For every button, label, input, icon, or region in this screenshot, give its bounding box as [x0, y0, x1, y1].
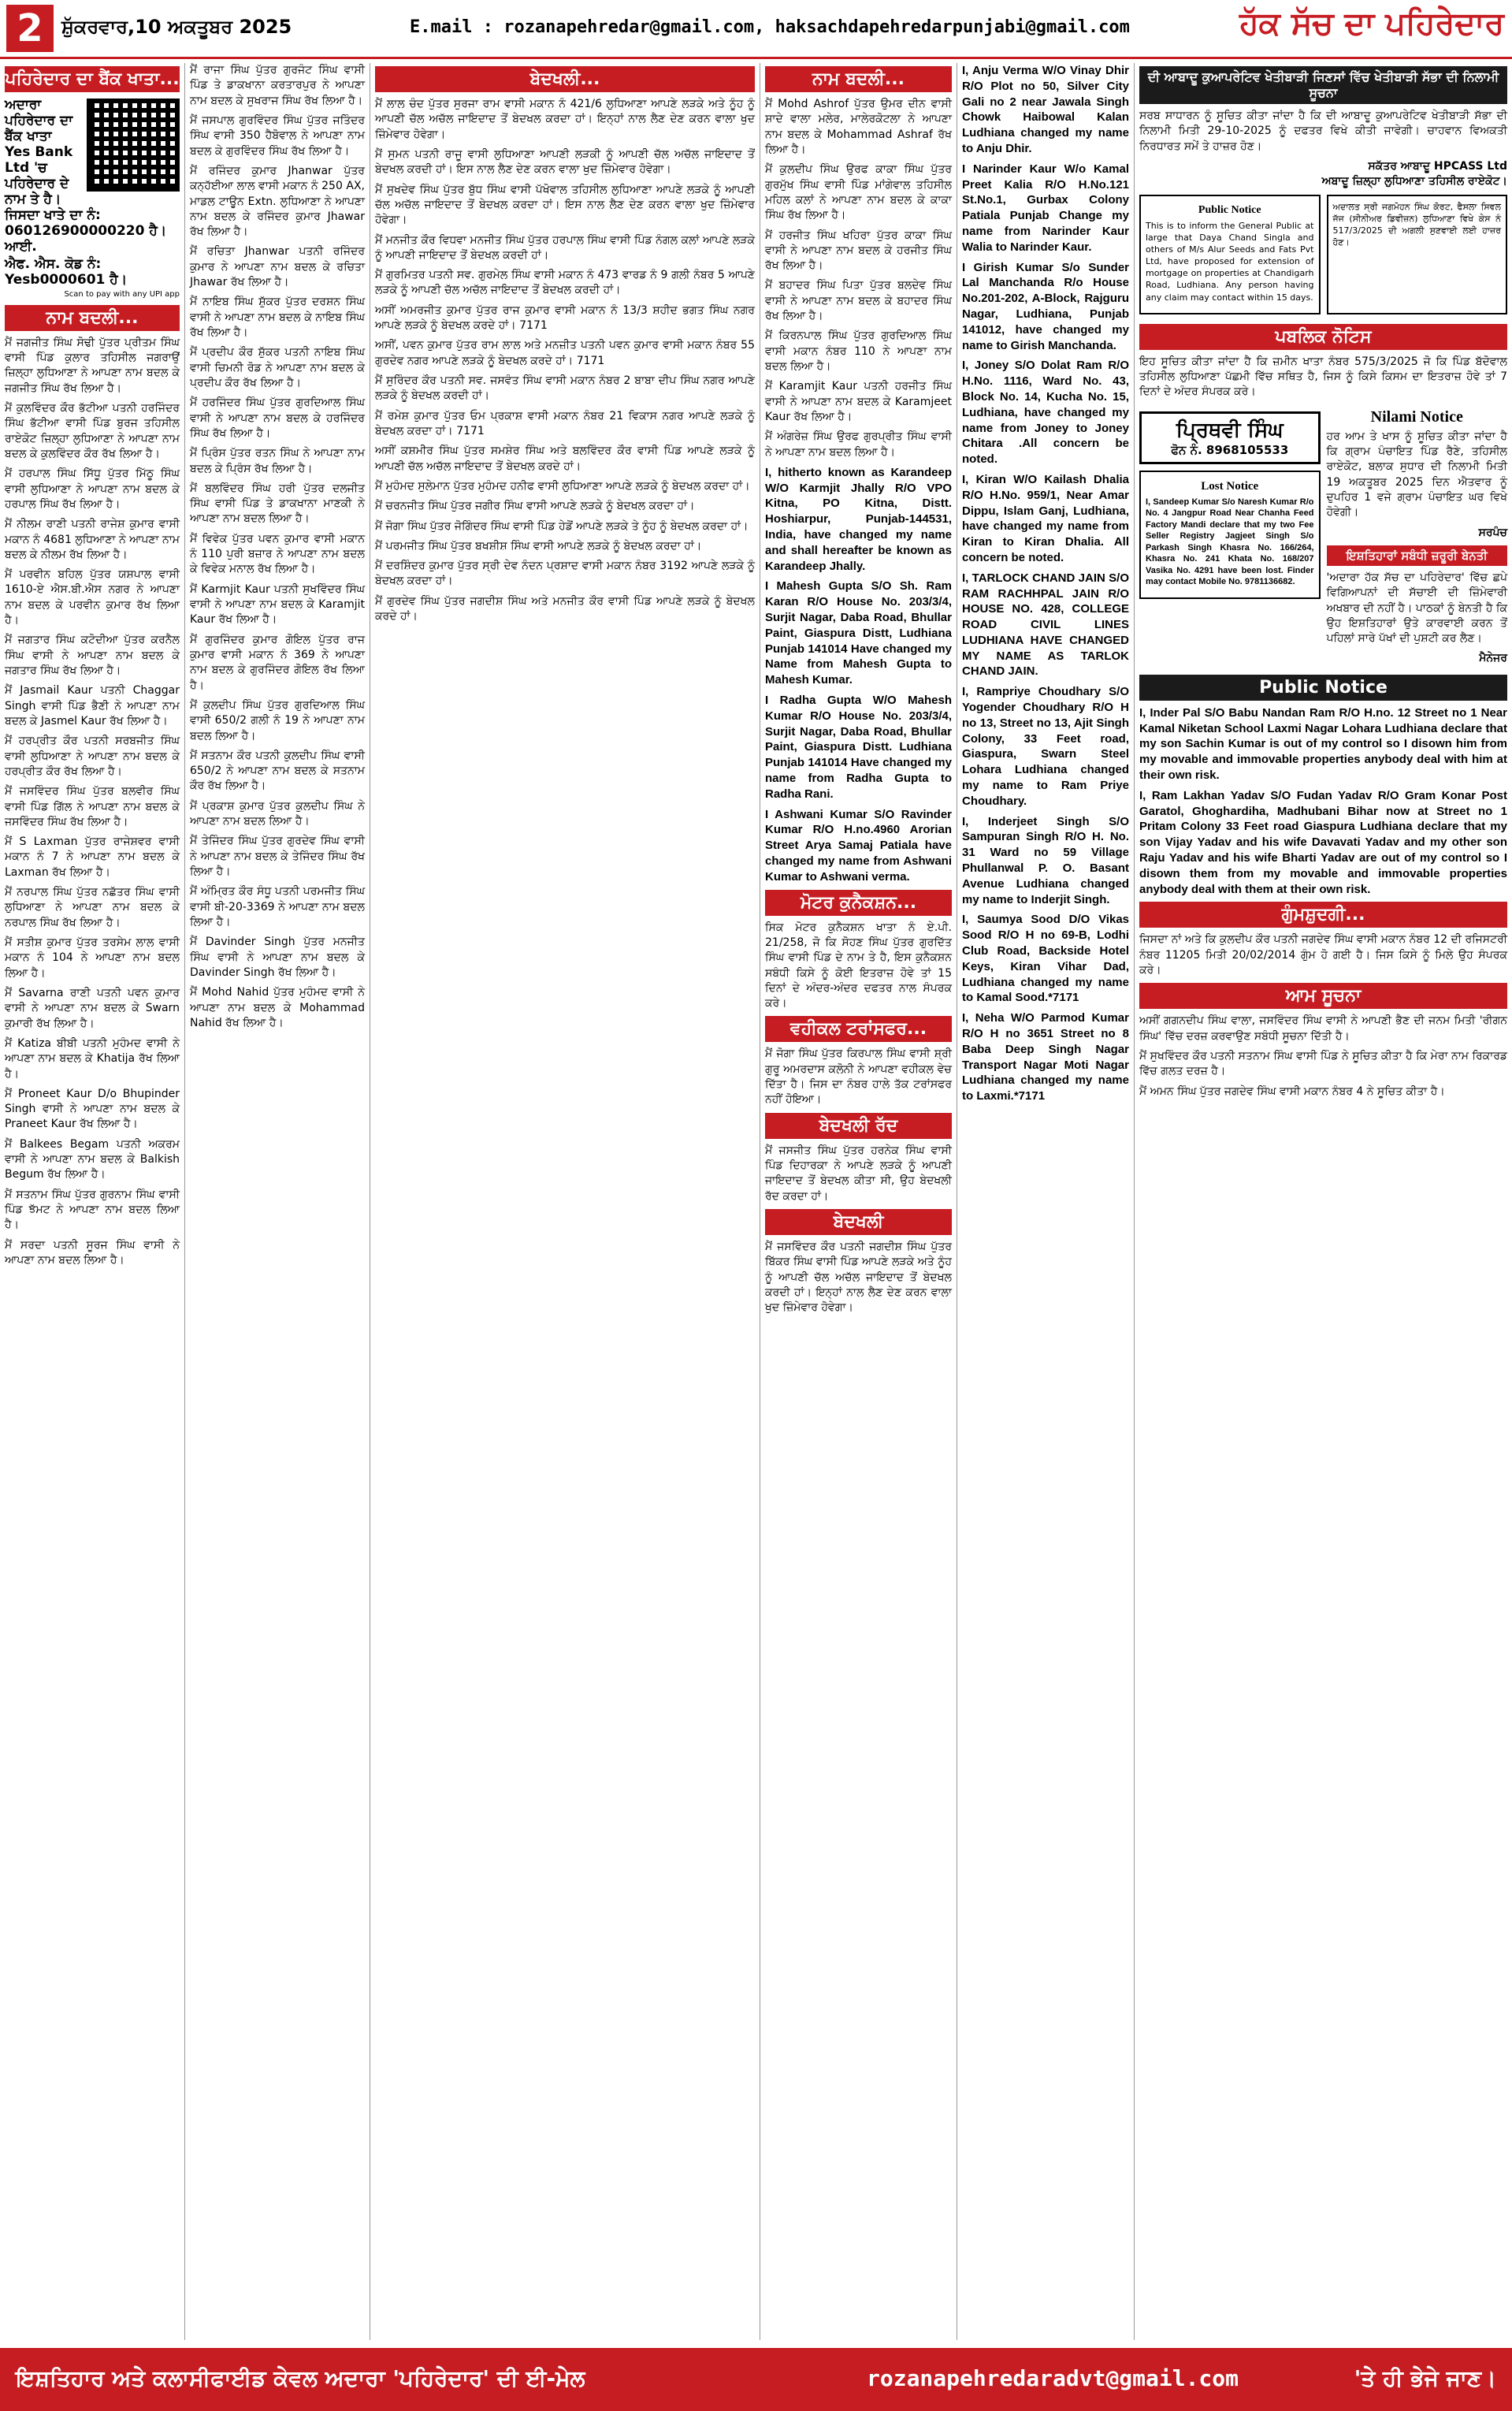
- notice-item: ਮੈਂ ਦਰਸ਼ਿੰਦਰ ਕੁਮਾਰ ਪੁੱਤਰ ਸ੍ਰੀ ਦੇਵ ਨੰਦਨ ਪ੍ਰਸ਼ਾਦ ਵਾਸੀ ਮਕਾਨ ਨੰਬਰ 3192 ਆਪਣੇ ਲੜਕੇ ਨੂੰ ਬੇਦਖਲ ਕਰਦਾ ਹਾਂ।: [375, 560, 755, 588]
- notice-item: ਮੈਂ Mohd Nahid ਪੁੱਤਰ ਮੁਹੰਮਦ ਵਾਸੀ ਨੇ ਆਪਣਾ ਨਾਮ ਬਦਲ ਕੇ Mohammad Nahid ਰੱਖ ਲਿਆ ਹੈ।: [190, 986, 365, 1029]
- notice-item: ਮੈਂ Mohd Ashrof ਪੁੱਤਰ ਉਮਰ ਦੀਨ ਵਾਸੀ ਸ਼ਾਦੇ ਵਾਲਾ ਮਲੇਰ, ਮਾਲੇਰਕੋਟਲਾ ਨੇ ਆਪਣਾ ਨਾਮ ਬਦਲ ਕੇ Mohammad Ashraf ਰੱਖ ਲਿਆ ਹੈ।: [765, 98, 952, 156]
- notice-item: ਮੈਂ Karamjit Kaur ਪਤਨੀ ਹਰਜੀਤ ਸਿੰਘ ਵਾਸੀ ਨੇ ਆਪਣਾ ਨਾਮ ਬਦਲ ਕੇ Karamjeet Kaur ਰੱਖ ਲਿਆ ਹੈ।: [765, 380, 952, 423]
- general-notice-title: ਆਮ ਸੂਚਨਾ: [1139, 983, 1507, 1009]
- notice-item: ਮੈਂ Karmjit Kaur ਪਤਨੀ ਸੁਖਵਿੰਦਰ ਸਿੰਘ ਵਾਸੀ ਨੇ ਆਪਣਾ ਨਾਮ ਬਦਲ ਕੇ Karamjit Kaur ਰੱਖ ਲਿਆ ਹੈ।: [190, 582, 365, 627]
- notice-item: ਮੈਂ ਅੰਮ੍ਰਿਤ ਕੌਰ ਸੰਧੂ ਪਤਨੀ ਪਰਮਜੀਤ ਸਿੰਘ ਵਾਸੀ ਬੀ-20-3369 ਨੇ ਆਪਣਾ ਨਾਮ ਬਦਲ ਲਿਆ ਹੈ।: [190, 885, 365, 928]
- notice-item: ਮੈਂ ਮੁਹੰਮਦ ਸੁਲੇਮਾਨ ਪੁੱਤਰ ਮੁਹੰਮਦ ਹਨੀਫ ਵਾਸੀ ਲੁਧਿਆਣਾ ਆਪਣੇ ਲੜਕੇ ਨੂੰ ਬੇਦਖਲ ਕਰਦਾ ਹਾਂ।: [375, 479, 750, 493]
- general-notice-list: [1139, 1014, 1507, 1099]
- public-notice-title: ਪਬਲਿਕ ਨੋਟਿਸ: [1139, 324, 1507, 350]
- auction-title: ਦੀ ਆਬਾਦੂ ਕੁਆਪਰੇਟਿਵ ਖੇਤੀਬਾੜੀ ਜਿਣਸਾਂ ਵਿੱਚ ਖੇਤੀਬਾੜੀ ਸੱਭਾ ਦੀ ਨਿਲਾਮੀ ਸੂਚਨਾ: [1139, 66, 1507, 104]
- notice-item: ਮੈਂ ਸੁਰਿੰਦਰ ਕੌਰ ਪਤਨੀ ਸਵ. ਜਸਵੰਤ ਸਿੰਘ ਵਾਸੀ ਮਕਾਨ ਨੰਬਰ 2 ਬਾਬਾ ਦੀਪ ਸਿੰਘ ਨਗਰ ਆਪਣੇ ਲੜਕੇ ਨੂੰ ਬੇਦਖਲ ਕਰਦੀ ਹਾਂ।: [375, 374, 755, 403]
- notice-item: ਅਸੀਂ ਕਸ਼ਮੀਰ ਸਿੰਘ ਪੁੱਤਰ ਸਮਸ਼ੇਰ ਸਿੰਘ ਅਤੇ ਬਲਵਿੰਦਰ ਕੌਰ ਵਾਸੀ ਪਿੰਡ ਆਪਣੇ ਲੜਕੇ ਨੂੰ ਆਪਣੀ ਚੱਲ ਅਚੱਲ ਜਾਇਦਾਦ ਤੋਂ ਬੇਦਖਲ ਕਰਦੇ ਹਾਂ।: [375, 445, 755, 473]
- notice-item: ਮੈਂ ਨੀਲਮ ਰਾਣੀ ਪਤਨੀ ਰਾਜੇਸ਼ ਕੁਮਾਰ ਵਾਸੀ ਮਕਾਨ ਨੰ 4681 ਲੁਧਿਆਣਾ ਨੇ ਆਪਣਾ ਨਾਮ ਬਦਲ ਕੇ ਨੀਲਮ ਰੱਖ ਲਿਆ ਹੈ।: [5, 518, 180, 561]
- section-title: ਬੇਦਖਲੀ...: [375, 66, 755, 92]
- notice-item: ਮੈਂ ਸੁਮਨ ਪਤਨੀ ਰਾਜੂ ਵਾਸੀ ਲੁਧਿਆਣਾ ਆਪਣੀ ਲੜਕੀ ਨੂੰ ਆਪਣੀ ਚੱਲ ਅਚੱਲ ਜਾਇਦਾਦ ਤੋਂ ਬੇਦਖਲ ਕਰਦੀ ਹਾਂ। ਇਸ ਨਾਲ ਲੈਣ ਦੇਣ ਕਰਨ ਵਾਲਾ ਖੁਦ ਜ਼ਿੰਮੇਵਾਰ ਹੋਵੇਗਾ।: [375, 147, 755, 177]
- column-3: [370, 63, 760, 2340]
- notice-list: [5, 336, 180, 1269]
- notice-item: I, Anju Verma W/O Vinay Dhir R/O Plot no 50, Silver City Gali no 2 near Jawala Singh Chowk Haibowal Kalan Ludhiana changed my name to Anju Dhir.: [962, 64, 1129, 155]
- issue-date: ਸ਼ੁੱਕਰਵਾਰ,10 ਅਕਤੂਬਰ 2025: [61, 16, 292, 38]
- footer-text-end: 'ਤੇ ਹੀ ਭੇਜੇ ਜਾਣ।: [1354, 2365, 1496, 2391]
- footer-email: rozanapehredaradvt@gmail.com: [867, 2365, 1239, 2391]
- notice-item: ਮੈਂ ਲਾਲ ਚੰਦ ਪੁੱਤਰ ਸੁਰਜਾ ਰਾਮ ਵਾਸੀ ਮਕਾਨ ਨੰ 421/6 ਲੁਧਿਆਣਾ ਆਪਣੇ ਲੜਕੇ ਅਤੇ ਨੂੰਹ ਨੂੰ ਆਪਣੀ ਚੱਲ ਅਚੱਲ ਜਾਇਦਾਦ ਤੋਂ ਬੇਦਖਲ ਕਰਦਾ ਹਾਂ। ਇਨ੍ਹਾਂ ਨਾਲ ਲੈਣ ਦੇਣ ਕਰਨ ਵਾਲਾ ਖੁਦ ਜ਼ਿੰਮੇਵਾਰ ਹੋਵੇਗਾ।: [375, 98, 755, 141]
- nilami-sign: ਸਰਪੰਚ: [1478, 526, 1507, 539]
- ads-request-text: 'ਅਦਾਰਾ ਹੱਕ ਸੱਚ ਦਾ ਪਹਿਰੇਦਾਰ' ਵਿੱਚ ਛਪੇ ਵਿਗਿਆਪਨਾਂ ਦੀ ਸੱਚਾਈ ਦੀ ਜ਼ਿੰਮੇਵਾਰੀ ਅਖਬਾਰ ਦੀ ਨਹੀਂ ਹੈ। ਪਾਠਕਾਂ ਨੂੰ ਬੇਨਤੀ ਹੈ ਕਿ ਉਹ ਇਸ਼ਤਿਹਾਰਾਂ ਉਤੇ ਕਾਰਵਾਈ ਕਰਨ ਤੋਂ ਪਹਿਲਾਂ ਸਾਰੇ ਪੱਖਾਂ ਦੀ ਪੁਸ਼ਟੀ ਕਰ ਲੈਣ।: [1326, 571, 1507, 646]
- lost-notice-body: I, Sandeep Kumar S/o Naresh Kumar R/o No. 4 Jangpur Road Near Chanha Feed Factory Mandi declare that my two Fee Seller Registry Jagjeet Singh S/o Parkash Singh Khasra No. 166/264, Khasra No. 241 Khata No. 168/207 Vasika No. 4291 have been lost. Finder may contact Mobile No. 9781136682.: [1146, 497, 1314, 587]
- notice-item: ਮੈਂ ਹਰਪ੍ਰੀਤ ਕੌਰ ਪਤਨੀ ਸਰਬਜੀਤ ਸਿੰਘ ਵਾਸੀ ਲੁਧਿਆਣਾ ਨੇ ਆਪਣਾ ਨਾਮ ਬਦਲ ਕੇ ਹਰਪ੍ਰੀਤ ਕੌਰ ਰੱਖ ਲਿਆ ਹੈ।: [5, 735, 180, 778]
- notice-list: [375, 97, 755, 624]
- column-2: [185, 63, 370, 2340]
- english-public-notice-list: [1139, 705, 1507, 898]
- qr-caption: Scan to pay with any UPI app: [64, 290, 180, 299]
- header-email: E.mail : rozanapehredar@gmail.com, haksachdapehredarpunjabi@gmail.com: [410, 17, 1130, 37]
- lost-text: ਜਿਸਦਾ ਨਾਂ ਅਤੇ ਕਿ ਕੁਲਦੀਪ ਕੌਰ ਪਤਨੀ ਜਗਦੇਵ ਸਿੰਘ ਵਾਸੀ ਮਕਾਨ ਨੰਬਰ 12 ਦੀ ਰਜਿਸਟਰੀ ਨੰਬਰ 11205 ਮਿਤੀ 20/02/2014 ਗੁੰਮ ਹੋ ਗਈ ਹੈ। ਜਿਸ ਕਿਸੇ ਨੂੰ ਮਿਲੇ ਉਹ ਸੰਪਰਕ ਕਰੇ।: [1139, 933, 1507, 977]
- cancel-title: ਬੇਦਖਲੀ ਰੱਦ: [765, 1113, 952, 1139]
- notice-item: ਮੈਂ ਅਮਨ ਸਿੰਘ ਪੁੱਤਰ ਜਗਦੇਵ ਸਿੰਘ ਵਾਸੀ ਮਕਾਨ ਨੰਬਰ 4 ਨੇ ਸੂਚਿਤ ਕੀਤਾ ਹੈ।: [1139, 1085, 1445, 1098]
- notice-item: I, Inderjeet Singh S/O Sampuran Singh R/O H. No. 31 Ward no 59 Village Phullanwal P. O. Basant Avenue Ludhiana changed my name to Inderjit Singh.: [962, 814, 1129, 906]
- notice-item: ਮੈਂ ਜਸਪਾਲ ਗੁਰਵਿੰਦਰ ਸਿੰਘ ਪੁੱਤਰ ਜਤਿੰਦਰ ਸਿੰਘ ਵਾਸੀ 350 ਹੈਬੋਵਾਲ ਨੇ ਆਪਣਾ ਨਾਮ ਬਦਲ ਕੇ ਗੁਰਵਿੰਦਰ ਸਿੰਘ ਰੱਖ ਲਿਆ ਹੈ।: [190, 113, 365, 158]
- ads-request-sign: ਮੈਨੇਜਰ: [1479, 652, 1507, 665]
- notice-item: ਮੈਂ ਗੁਰਜਿੰਦਰ ਕੁਮਾਰ ਗੋਇਲ ਪੁੱਤਰ ਰਾਜ ਕੁਮਾਰ ਵਾਸੀ ਮਕਾਨ ਨੰ 369 ਨੇ ਆਪਣਾ ਨਾਮ ਬਦਲ ਕੇ ਗੁਰਜਿੰਦਰ ਗੋਇਲ ਰੱਖ ਲਿਆ ਹੈ।: [190, 633, 365, 692]
- notice-body: This is to inform the General Public at large that Daya Chand Singla and others of M/s Alur Seeds and Fats Pvt Ltd, have proposed for extension of mortgage on properties at Chandigarh Road, Ludhiana. Any person having any claim may contact within 15 days.: [1146, 220, 1314, 303]
- masthead-logo: ਹੱਕ ਸੱਚ ਦਾ ਪਹਿਰੇਦਾਰ: [1239, 5, 1504, 42]
- notice-item: ਮੈਂ ਨਰਪਾਲ ਸਿੰਘ ਪੁੱਤਰ ਨਛੱਤਰ ਸਿੰਘ ਵਾਸੀ ਲੁਧਿਆਣਾ ਨੇ ਆਪਣਾ ਨਾਮ ਬਦਲ ਕੇ ਨਰਪਾਲ ਸਿੰਘ ਰੱਖ ਲਿਆ ਹੈ।: [5, 886, 180, 929]
- bedakhli-text: ਮੈਂ ਜਸਵਿੰਦਰ ਕੌਰ ਪਤਨੀ ਜਗਦੀਸ਼ ਸਿੰਘ ਪੁੱਤਰ ਬਿੱਕਰ ਸਿੰਘ ਵਾਸੀ ਪਿੰਡ ਆਪਣੇ ਲੜਕੇ ਅਤੇ ਨੂੰਹ ਨੂੰ ਆਪਣੀ ਚੱਲ ਅਚੱਲ ਜਾਇਦਾਦ ਤੋਂ ਬੇਦਖਲ ਕਰਦੀ ਹਾਂ। ਇਨ੍ਹਾਂ ਨਾਲ ਲੈਣ ਦੇਣ ਕਰਨ ਵਾਲਾ ਖੁਦ ਜ਼ਿੰਮੇਵਾਰ ਹੋਵੇਗਾ।: [765, 1240, 952, 1315]
- notice-item: ਮੈਂ ਚਰਨਜੀਤ ਸਿੰਘ ਪੁੱਤਰ ਜਗੀਰ ਸਿੰਘ ਵਾਸੀ ਆਪਣੇ ਲੜਕੇ ਨੂੰ ਬੇਦਖਲ ਕਰਦਾ ਹਾਂ।: [375, 500, 695, 513]
- motor-connection-title: ਮੋਟਰ ਕੁਨੈਕਸ਼ਨ...: [765, 890, 952, 916]
- notice-item: I Narinder Kaur W/o Kamal Preet Kalia R/O H.No.121 St.No.1, Gurbax Colony Patiala Punjab Change my name from Narinder Kaur Walia to Narinder Kaur.: [962, 162, 1129, 254]
- notice-item: ਮੈਂ ਤੇਜਿੰਦਰ ਸਿੰਘ ਪੁੱਤਰ ਗੁਰਦੇਵ ਸਿੰਘ ਵਾਸੀ ਨੇ ਆਪਣਾ ਨਾਮ ਬਦਲ ਕੇ ਤੇਜਿੰਦਰ ਸਿੰਘ ਰੱਖ ਲਿਆ ਹੈ।: [190, 835, 365, 878]
- notice-item: ਮੈਂ ਰਮੇਸ਼ ਕੁਮਾਰ ਪੁੱਤਰ ਓਮ ਪ੍ਰਕਾਸ਼ ਵਾਸੀ ਮਕਾਨ ਨੰਬਰ 21 ਵਿਕਾਸ ਨਗਰ ਆਪਣੇ ਲੜਕੇ ਨੂੰ ਬੇਦਖਲ ਕਰਦਾ ਹਾਂ। 7171: [375, 409, 755, 437]
- notice-item: ਅਸੀਂ, ਪਵਨ ਕੁਮਾਰ ਪੁੱਤਰ ਰਾਮ ਲਾਲ ਅਤੇ ਮਨਜ਼ੀਤ ਪਤਨੀ ਪਵਨ ਕੁਮਾਰ ਵਾਸੀ ਮਕਾਨ ਨੰਬਰ 55 ਗੁਰਦੇਵ ਨਗਰ ਆਪਣੇ ਲੜਕੇ ਨੂੰ ਬੇਦਖਲ ਕਰਦੇ ਹਾਂ। 7171: [375, 339, 755, 367]
- english-notice-list: [765, 465, 952, 885]
- page-header: [0, 0, 1512, 59]
- notice-item: ਮੈਂ ਬਹਾਦਰ ਸਿੰਘ ਪਿਤਾ ਪੁੱਤਰ ਬਲਦੇਵ ਸਿੰਘ ਵਾਸੀ ਨੇ ਆਪਣਾ ਨਾਮ ਬਦਲ ਕੇ ਬਹਾਦਰ ਸਿੰਘ ਰੱਖ ਲਿਆ ਹੈ।: [765, 279, 952, 323]
- notice-item: ਮੈਂ ਜਗਜੀਤ ਸਿੰਘ ਸੋਢੀ ਪੁੱਤਰ ਪ੍ਰੀਤਮ ਸਿੰਘ ਵਾਸੀ ਪਿੰਡ ਕੁਲਾਰ ਤਹਿਸੀਲ ਜਗਰਾਉਂ ਜ਼ਿਲ੍ਹਾ ਲੁਧਿਆਣਾ ਨੇ ਆਪਣਾ ਨਾਮ ਬਦਲ ਕੇ ਜਗਜੀਤ ਸਿੰਘ ਰੱਖ ਲਿਆ ਹੈ।: [5, 336, 180, 395]
- column-4: [760, 63, 957, 2340]
- notice-item: ਮੈਂ ਰਾਜਾ ਸਿੰਘ ਪੁੱਤਰ ਗੁਰਜੰਟ ਸਿੰਘ ਵਾਸੀ ਪਿੰਡ ਤੇ ਡਾਕਖਾਨਾ ਕਰਤਾਰਪੁਰ ਨੇ ਆਪਣਾ ਨਾਮ ਬਦਲ ਕੇ ਸੁਖਰਾਜ ਸਿੰਘ ਰੱਖ ਲਿਆ ਹੈ।: [190, 64, 365, 107]
- notice-item: ਮੈਂ ਜਗਤਾਰ ਸਿੰਘ ਕਟੋਦੀਆ ਪੁੱਤਰ ਕਰਨੈਲ ਸਿੰਘ ਵਾਸੀ ਨੇ ਆਪਣਾ ਨਾਮ ਬਦਲ ਕੇ ਜਗਤਾਰ ਸਿੰਘ ਰੱਖ ਲਿਆ ਹੈ।: [5, 634, 180, 678]
- section-title: ਨਾਮ ਬਦਲੀ...: [765, 66, 952, 92]
- bedakhli-title: ਬੇਦਖਲੀ: [765, 1209, 952, 1235]
- notice-item: I, Saumya Sood D/O Vikas Sood R/O H no 69-B, Lodhi Club Road, Backside Hotel Keys, Kiran Vihar Dad, Ludhiana changed my name to Kamal Sood.*7171: [962, 913, 1129, 1005]
- notice-item: ਮੈਂ Savarna ਰਾਣੀ ਪਤਨੀ ਪਵਨ ਕੁਮਾਰ ਵਾਸੀ ਨੇ ਆਪਣਾ ਨਾਮ ਬਦਲ ਕੇ Swarn ਕੁਮਾਰੀ ਰੱਖ ਲਿਆ ਹੈ।: [5, 986, 180, 1030]
- notice-heading: Public Notice: [1198, 203, 1261, 216]
- notice-item: ਮੈਂ ਨਾਇਬ ਸਿੰਘ ਸ਼ੁੱਕਰ ਪੁੱਤਰ ਦਰਸ਼ਨ ਸਿੰਘ ਵਾਸੀ ਨੇ ਆਪਣਾ ਨਾਮ ਬਦਲ ਕੇ ਨਾਇਬ ਸਿੰਘ ਰੱਖ ਲਿਆ ਹੈ।: [190, 296, 365, 339]
- notice-item: ਮੈਂ ਰਚਿਤਾ Jhanwar ਪਤਨੀ ਰਜਿੰਦਰ ਕੁਮਾਰ ਨੇ ਆਪਣਾ ਨਾਮ ਬਦਲ ਕੇ ਰਚਿਤਾ Jhawar ਰੱਖ ਲਿਆ ਹੈ।: [190, 245, 365, 289]
- english-notice-list: [962, 63, 1129, 1104]
- notice-item: I, Inder Pal S/O Babu Nandan Ram R/O H.no. 12 Street no 1 Near Kamal Niketan School Laxmi Nagar Lohara Ludhiana declare that my son Sachin Kumar is out of my control so I disown him from my movable and immovable properties anybody deal with him at their own risk.: [1139, 705, 1507, 782]
- notice-item: ਮੈਂ Jasmail Kaur ਪਤਨੀ Chaggar Singh ਵਾਸੀ ਪਿੰਡ ਭੈਣੀ ਨੇ ਆਪਣਾ ਨਾਮ ਬਦਲ ਕੇ Jasmel Kaur ਰੱਖ ਲਿਆ ਹੈ।: [5, 684, 180, 727]
- notice-item: ਮੈਂ ਹਰਜੀਤ ਸਿੰਘ ਖਹਿਰਾ ਪੁੱਤਰ ਕਾਕਾ ਸਿੰਘ ਵਾਸੀ ਨੇ ਆਪਣਾ ਨਾਮ ਬਦਲ ਕੇ ਹਰਜੀਤ ਸਿੰਘ ਰੱਖ ਲਿਆ ਹੈ।: [765, 229, 952, 273]
- bank-ifsc: ਐਫ. ਐਸ. ਕੋਡ ਨੰ: Yesb0000601 ਹੈ।: [5, 256, 128, 288]
- notice-item: ਮੈਂ ਸਤਨਾਮ ਕੌਰ ਪਤਨੀ ਕੁਲਦੀਪ ਸਿੰਘ ਵਾਸੀ 650/2 ਨੇ ਆਪਣਾ ਨਾਮ ਬਦਲ ਕੇ ਸਤਨਾਮ ਕੌਰ ਰੱਖ ਲਿਆ ਹੈ।: [190, 749, 365, 793]
- notice-item: ਮੈਂ ਪ੍ਰਦੀਪ ਕੌਰ ਸ਼ੁੱਕਰ ਪਤਨੀ ਨਾਇਬ ਸਿੰਘ ਵਾਸੀ ਚਿਮਨੀ ਰੋਡ ਨੇ ਆਪਣਾ ਨਾਮ ਬਦਲ ਕੇ ਪ੍ਰਦੀਪ ਕੌਰ ਰੱਖ ਲਿਆ ਹੈ।: [190, 346, 365, 389]
- bank-title: ਪਹਿਰੇਦਾਰ ਦਾ ਬੈਂਕ ਖਾਤਾ...: [5, 66, 180, 92]
- notice-item: ਮੈਂ ਹਰਪਾਲ ਸਿੰਘ ਸਿੱਧੂ ਪੁੱਤਰ ਮਿੱਠੂ ਸਿੰਘ ਵਾਸੀ ਲੁਧਿਆਣਾ ਨੇ ਆਪਣਾ ਨਾਮ ਬਦਲ ਕੇ ਹਰਪਾਲ ਸਿੰਘ ਰੱਖ ਲਿਆ ਹੈ।: [5, 467, 180, 511]
- notice-list: [190, 63, 365, 1031]
- notice-item: ਮੈਂ ਕੁਲਵਿੰਦਰ ਕੌਰ ਭੱਟੀਆ ਪਤਨੀ ਹਰਜਿੰਦਰ ਸਿੰਘ ਭੱਟੀਆ ਵਾਸੀ ਪਿੰਡ ਬੁਰਜ ਤਹਿਸੀਲ ਰਾਏਕੋਟ ਜ਼ਿਲ੍ਹਾ ਲੁਧਿਆਣਾ ਨੇ ਆਪਣਾ ਨਾਮ ਬਦਲ ਕੇ ਕੁਲਵਿੰਦਰ ਕੌਰ ਰੱਖ ਲਿਆ ਹੈ।: [5, 402, 180, 460]
- notice-item: ਮੈਂ Davinder Singh ਪੁੱਤਰ ਮਨਜੀਤ ਸਿੰਘ ਵਾਸੀ ਨੇ ਆਪਣਾ ਨਾਮ ਬਦਲ ਕੇ Davinder Singh ਰੱਖ ਲਿਆ ਹੈ।: [190, 936, 365, 979]
- notice-item: I Radha Gupta W/O Mahesh Kumar R/O House No. 203/3/4, Surjit Nagar, Daba Road, Bhullar Paint, Giaspura Distt. Ludhiana Punjab 141014 Have changed my name from Radha Gupta to Radha Rani.: [765, 694, 952, 801]
- public-notice-text: ਇਹ ਸੂਚਿਤ ਕੀਤਾ ਜਾਂਦਾ ਹੈ ਕਿ ਜ਼ਮੀਨ ਖਾਤਾ ਨੰਬਰ 575/3/2025 ਜੋ ਕਿ ਪਿੰਡ ਬੱਦੋਵਾਲ ਤਹਿਸੀਲ ਲੁਧਿਆਣਾ ਪੱਛਮੀ ਵਿੱਚ ਸਥਿਤ ਹੈ, ਜਿਸ ਨੂੰ ਕਿਸੇ ਕਿਸਮ ਦਾ ਇਤਰਾਜ਼ ਹੋਵੇ ਤਾਂ 7 ਦਿਨਾਂ ਦੇ ਅੰਦਰ ਸੰਪਰਕ ਕਰੇ।: [1139, 355, 1507, 399]
- notice-item: ਮੈਂ ਕੁਲਦੀਪ ਸਿੰਘ ਪੁੱਤਰ ਗੁਰਦਿਆਲ ਸਿੰਘ ਵਾਸੀ 650/2 ਗਲੀ ਨੰ 19 ਨੇ ਆਪਣਾ ਨਾਮ ਬਦਲ ਲਿਆ ਹੈ।: [190, 698, 365, 742]
- court-notice: [1327, 195, 1508, 314]
- notice-item: ਮੈਂ ਪ੍ਰਿੰਸ ਪੁੱਤਰ ਰਤਨ ਸਿੰਘ ਨੇ ਆਪਣਾ ਨਾਮ ਬਦਲ ਕੇ ਪ੍ਰਿੰਸ ਰੱਖ ਲਿਆ ਹੈ।: [190, 447, 365, 475]
- notice-item: ਮੈਂ Balkees Begam ਪਤਨੀ ਅਕਰਮ ਵਾਸੀ ਨੇ ਆਪਣਾ ਨਾਮ ਬਦਲ ਕੇ Balkish Begum ਰੱਖ ਲਿਆ ਹੈ।: [5, 1137, 180, 1181]
- notice-item: ਅਸੀਂ ਗਗਨਦੀਪ ਸਿੰਘ ਵਾਲਾ, ਜਸਵਿੰਦਰ ਸਿੰਘ ਵਾਸੀ ਨੇ ਆਪਣੀ ਭੈਣ ਦੀ ਜਨਮ ਮਿਤੀ 'ਰੀਗਨ ਸਿੰਘ' ਵਿੱਚ ਦਰਜ਼ ਕਰਵਾਉਣ ਸਬੰਧੀ ਸੂਚਨਾ ਦਿੱਤੀ ਹੈ।: [1139, 1014, 1507, 1043]
- notice-item: ਮੈਂ ਪਰਮਜੀਤ ਸਿੰਘ ਪੁੱਤਰ ਬਖਸ਼ੀਸ਼ ਸਿੰਘ ਵਾਸੀ ਆਪਣੇ ਲੜਕੇ ਨੂੰ ਬੇਦਖਲ ਕਰਦਾ ਹਾਂ।: [375, 539, 702, 553]
- bank-info: ਅਦਾਰਾ ਪਹਿਰੇਦਾਰ ਦਾ ਬੈਂਕ ਖਾਤਾ Yes Bank Ltd 'ਚ ਪਹਿਰੇਦਾਰ ਦੇ ਨਾਮ ਤੇ ਹੈ। ਜਿਸਦਾ ਖਾਤੇ ਦਾ ਨੰ: 060126900000220 ਹੈ। ਆਈ.: [5, 97, 167, 255]
- notice-item: I Girish Kumar S/o Sunder Lal Manchanda R/o House No.201-202, A-Block, Rajguru Nagar, Ludhiana, Punjab 141012, have changed my name to Girish Manchanda.: [962, 260, 1129, 352]
- notice-list: [765, 97, 952, 460]
- notice-item: ਮੈਂ ਕੁਲਦੀਪ ਸਿੰਘ ਉਰਫ ਕਾਕਾ ਸਿੰਘ ਪੁੱਤਰ ਗੁਰਮੁੱਖ ਸਿੰਘ ਵਾਸੀ ਪਿੰਡ ਮਾਂਗੇਵਾਲ ਤਹਿਸੀਲ ਮਹਿਲ ਕਲਾਂ ਨੇ ਆਪਣਾ ਨਾਮ ਬਦਲ ਕੇ ਕਾਕਾ ਸਿੰਘ ਰੱਖ ਲਿਆ ਹੈ।: [765, 163, 952, 222]
- page-footer: [0, 2348, 1512, 2411]
- notice-item: ਮੈਂ ਕਿਰਨਪਾਲ ਸਿੰਘ ਪੁੱਤਰ ਗੁਰਦਿਆਲ ਸਿੰਘ ਵਾਸੀ ਮਕਾਨ ਨੰਬਰ 110 ਨੇ ਆਪਣਾ ਨਾਮ ਬਦਲ ਲਿਆ ਹੈ।: [765, 329, 952, 373]
- notice-item: ਮੈਂ Katiza ਬੀਬੀ ਪਤਨੀ ਮੁਹੰਮਦ ਵਾਸੀ ਨੇ ਆਪਣਾ ਨਾਮ ਬਦਲ ਕੇ Khatija ਰੱਖ ਲਿਆ ਹੈ।: [5, 1036, 180, 1081]
- notice-item: ਮੈਂ ਪਰਵੀਨ ਬਹਿਲ ਪੁੱਤਰ ਯਸ਼ਪਾਲ ਵਾਸੀ 1610-ਏ ਐਸ.ਬੀ.ਐਸ ਨਗਰ ਨੇ ਆਪਣਾ ਨਾਮ ਬਦਲ ਕੇ ਪਰਵੀਨ ਕੁਮਾਰ ਰੱਖ ਲਿਆ ਹੈ।: [5, 568, 180, 627]
- column-6: [1135, 63, 1512, 2340]
- notice-item: I, Ram Lakhan Yadav S/O Fudan Yadav R/O Gram Konar Post Garatol, Ghoghardiha, Madhubani Bihar now at Street no 1 Pritam Colony 33 Feet road Giaspura Ludhiana declare that my son Vijay Yadav and his wife Davavati Yadav and my other son Raju Yadav and his wife Bharti Yadav are out of my control so I disown them from my movable and immovable properties anybody deal with them at their own risk.: [1139, 788, 1507, 896]
- notice-item: ਮੈਂ ਮਨਜੀਤ ਕੌਰ ਵਿਧਵਾ ਮਨਜੀਤ ਸਿੰਘ ਪੁੱਤਰ ਹਰਪਾਲ ਸਿੰਘ ਵਾਸੀ ਪਿੰਡ ਨੰਗਲ ਕਲਾਂ ਆਪਣੇ ਲੜਕੇ ਨੂੰ ਆਪਣੀ ਜਾਇਦਾਦ ਤੋਂ ਬੇਦਖਲ ਕਰਦੀ ਹਾਂ।: [375, 233, 755, 262]
- notice-item: ਮੈਂ ਬਲਵਿੰਦਰ ਸਿੰਘ ਹਰੀ ਪੁੱਤਰ ਦਲਜੀਤ ਸਿੰਘ ਵਾਸੀ ਪਿੰਡ ਤੇ ਡਾਕਖਾਨਾ ਮਾਣਕੀ ਨੇ ਆਪਣਾ ਨਾਮ ਬਦਲ ਲਿਆ ਹੈ।: [190, 482, 365, 526]
- notice-item: ਮੈਂ ਸੁਖਵਿੰਦਰ ਕੌਰ ਪਤਨੀ ਸਤਨਾਮ ਸਿੰਘ ਵਾਸੀ ਪਿੰਡ ਨੇ ਸੂਚਿਤ ਕੀਤਾ ਹੈ ਕਿ ਮੇਰਾ ਨਾਮ ਰਿਕਾਰਡ ਵਿੱਚ ਗਲਤ ਦਰਜ਼ ਹੈ।: [1139, 1049, 1507, 1078]
- column-5: [957, 63, 1135, 2340]
- notice-item: I Mahesh Gupta S/O Sh. Ram Karan R/O House No. 203/3/4, Surjit Nagar, Daba Road, Bhullar Paint, Giaspura Distt, Ludhiana Punjab 141014 Have changed my Name from Mahesh Gupta to Mahesh Kumar.: [765, 579, 952, 687]
- notice-item: ਮੈਂ Proneet Kaur D/o Bhupinder Singh ਵਾਸੀ ਨੇ ਆਪਣਾ ਨਾਮ ਬਦਲ ਕੇ Praneet Kaur ਰੱਖ ਲਿਆ ਹੈ।: [5, 1087, 180, 1131]
- cancel-text: ਮੈਂ ਜਸਜੀਤ ਸਿੰਘ ਪੁੱਤਰ ਹਰਨੇਕ ਸਿੰਘ ਵਾਸੀ ਪਿੰਡ ਦਿਹਾਰਕਾ ਨੇ ਆਪਣੇ ਲੜਕੇ ਨੂੰ ਆਪਣੀ ਜਾਇਦਾਦ ਤੋਂ ਬੇਦਖਲ ਕੀਤਾ ਸੀ, ਉਹ ਬੇਦਖਲੀ ਰੱਦ ਕਰਦਾ ਹਾਂ।: [765, 1144, 952, 1203]
- lost-title: ਗੁੰਮਸ਼ੁਦਗੀ...: [1139, 902, 1507, 928]
- notice-item: I, Joney S/O Dolat Ram R/O H.No. 1116, Ward No. 43, Block No. 14, Kucha No. 15, Ludhiana, have changed my name from Joney to Joney Chitara .All concern be noted.: [962, 359, 1129, 467]
- notice-item: I, Kiran W/O Kailash Dhalia R/O H.No. 959/1, Near Amar Dippu, Islam Ganj, Ludhiana, have changed my name from Kiran to Kiran Dhalia. All concern be noted.: [962, 472, 1129, 564]
- notice-item: ਮੈਂ ਗੁਰਮਿਤਰ ਪਤਨੀ ਸਵ. ਗੁਰਮੇਲ ਸਿੰਘ ਵਾਸੀ ਮਕਾਨ ਨੰ 473 ਵਾਰਡ ਨੰ 9 ਗਲੀ ਨੰਬਰ 5 ਆਪਣੇ ਲੜਕੇ ਨੂੰ ਆਪਣੀ ਚੱਲ ਅਚੱਲ ਜਾਇਦਾਦ ਤੋਂ ਬੇਦਖਲ ਕਰਦੀ ਹਾਂ।: [375, 269, 755, 297]
- ad-phone: ਫੋਨ ਨੰ. 8968105533: [1171, 442, 1289, 457]
- notice-item: ਅਸੀਂ ਅਮਰਜੀਤ ਕੁਮਾਰ ਪੁੱਤਰ ਰਾਜ ਕੁਮਾਰ ਵਾਸੀ ਮਕਾਨ ਨੰ 13/3 ਸ਼ਹੀਦ ਭਗਤ ਸਿੰਘ ਨਗਰ ਆਪਣੇ ਲੜਕੇ ਨੂੰ ਬੇਦਖਲ ਕਰਦੇ ਹਾਂ। 7171: [375, 303, 755, 333]
- column-1: [0, 63, 185, 2340]
- court-text: ਅਦਾਲਤ ਸ੍ਰੀ ਜਗਮੋਹਨ ਸਿੰਘ ਕੋਰਟ, ਫੈਸਲਾ ਸਿਵਲ ਜੱਜ (ਸੀਨੀਅਰ ਡਿਵੀਜ਼ਨ) ਲੁਧਿਆਣਾ ਵਿਖੇ ਕੇਸ ਨੰ 517/3/2025 ਦੀ ਅਗਲੀ ਸੁਣਵਾਈ ਲਈ ਹਾਜ਼ਰ ਹੋਣ।: [1332, 201, 1501, 248]
- vehicle-transfer-text: ਮੈਂ ਜੋਗਾ ਸਿੰਘ ਪੁੱਤਰ ਕਿਰਪਾਲ ਸਿੰਘ ਵਾਸੀ ਸ਼੍ਰੀ ਗੁਰੂ ਅਮਰਦਾਸ ਕਲੋਨੀ ਨੇ ਆਪਣਾ ਵਹੀਕਲ ਵੇਚ ਦਿੱਤਾ ਹੈ। ਜਿਸ ਦਾ ਨੰਬਰ ਹਾਲੇ ਤੱਕ ਟਰਾਂਸਫਰ ਨਹੀਂ ਹੋਇਆ।: [765, 1047, 952, 1107]
- notice-item: I, Neha W/O Parmod Kumar R/O H no 3651 Street no 8 Baba Deep Singh Nagar Transport Nagar Moti Nagar Ludhiana changed my name to Laxmi.*7171: [962, 1011, 1129, 1103]
- auction-text: ਸਰਬ ਸਾਧਾਰਨ ਨੂੰ ਸੂਚਿਤ ਕੀਤਾ ਜਾਂਦਾ ਹੈ ਕਿ ਦੀ ਆਬਾਦੂ ਕੁਆਪਰੇਟਿਵ ਖੇਤੀਬਾੜੀ ਸੱਭਾ ਦੀ ਨਿਲਾਮੀ ਮਿਤੀ 29-10-2025 ਨੂੰ ਦਫਤਰ ਵਿਖੇ ਕੀਤੀ ਜਾਵੇਗੀ। ਚਾਹਵਾਨ ਵਿਅਕਤੀ ਨਿਰਧਾਰਤ ਸਮੇਂ ਤੇ ਹਾਜ਼ਰ ਹੋਣ।: [1139, 110, 1507, 153]
- footer-text: ਇਸ਼ਤਿਹਾਰ ਅਤੇ ਕਲਾਸੀਫਾਈਡ ਕੇਵਲ ਅਦਾਰਾ 'ਪਹਿਰੇਦਾਰ' ਦੀ ਈ-ਮੇਲ: [16, 2365, 585, 2391]
- notice-item: ਮੈਂ ਗੁਰਦੇਵ ਸਿੰਘ ਪੁੱਤਰ ਜਗਦੀਸ਼ ਸਿੰਘ ਅਤੇ ਮਨਜੀਤ ਕੌਰ ਵਾਸੀ ਪਿੰਡ ਆਪਣੇ ਲੜਕੇ ਨੂੰ ਬੇਦਖਲ ਕਰਦੇ ਹਾਂ।: [375, 594, 755, 623]
- page-number: 2: [6, 5, 54, 52]
- notice-item: I Ashwani Kumar S/O Ravinder Kumar R/O H.no.4960 Arorian Street Arya Samaj Patiala have changed my name from Ashwani Kumar to Ashwani verma.: [765, 807, 952, 884]
- notice-item: ਮੈਂ ਹਰਜਿੰਦਰ ਸਿੰਘ ਪੁੱਤਰ ਗੁਰਦਿਆਲ ਸਿੰਘ ਵਾਸੀ ਨੇ ਆਪਣਾ ਨਾਮ ਬਦਲ ਕੇ ਹਰਜਿੰਦਰ ਸਿੰਘ ਰੱਖ ਲਿਆ ਹੈ।: [190, 396, 365, 440]
- display-ad: [1139, 411, 1321, 464]
- notice-item: ਮੈਂ ਜਸਵਿੰਦਰ ਸਿੰਘ ਪੁੱਤਰ ਬਲਵੀਰ ਸਿੰਘ ਵਾਸੀ ਪਿੰਡ ਗਿੱਲ ਨੇ ਆਪਣਾ ਨਾਮ ਬਦਲ ਕੇ ਜਸਵਿੰਦਰ ਸਿੰਘ ਰੱਖ ਲਿਆ ਹੈ।: [5, 785, 180, 828]
- lost-notice: [1139, 471, 1321, 599]
- notice-item: ਮੈਂ S Laxman ਪੁੱਤਰ ਰਾਜੇਸ਼ਵਰ ਵਾਸੀ ਮਕਾਨ ਨੰ 7 ਨੇ ਆਪਣਾ ਨਾਮ ਬਦਲ ਕੇ Laxman ਰੱਖ ਲਿਆ ਹੈ।: [5, 835, 180, 879]
- qr-code-icon: [87, 99, 180, 192]
- notice-item: ਮੈਂ ਰਜਿੰਦਰ ਕੁਮਾਰ Jhanwar ਪੁੱਤਰ ਕਨ੍ਹੱਈਆ ਲਾਲ ਵਾਸੀ ਮਕਾਨ ਨੰ 250 AX, ਮਾਡਲ ਟਾਊਨ Extn. ਲੁਧਿਆਣਾ ਨੇ ਆਪਣਾ ਨਾਮ ਬਦਲ ਕੇ ਰਜਿੰਦਰ ਕੁਮਾਰ Jhawar ਰੱਖ ਲਿਆ ਹੈ।: [190, 164, 365, 239]
- notice-item: ਮੈਂ ਅੰਗਰੇਜ਼ ਸਿੰਘ ਉਰਫ ਗੁਰਪ੍ਰੀਤ ਸਿੰਘ ਵਾਸੀ ਨੇ ਆਪਣਾ ਨਾਮ ਬਦਲ ਲਿਆ ਹੈ।: [765, 430, 952, 459]
- section-title: ਨਾਮ ਬਦਲੀ...: [5, 305, 180, 331]
- notice-item: ਮੈਂ ਸਤੀਸ਼ ਕੁਮਾਰ ਪੁੱਤਰ ਤਰਸੇਮ ਲਾਲ ਵਾਸੀ ਮਕਾਨ ਨੰ 104 ਨੇ ਆਪਣਾ ਨਾਮ ਬਦਲ ਲਿਆ ਹੈ।: [5, 936, 180, 980]
- motor-connection-text: ਸਿਕ ਮੋਟਰ ਕੁਨੈਕਸ਼ਨ ਖਾਤਾ ਨੰ ਏ.ਪੀ. 21/258, ਜੋ ਕਿ ਸੋਹਣ ਸਿੰਘ ਪੁੱਤਰ ਗੁਰਦਿੱਤ ਸਿੰਘ ਵਾਸੀ ਪਿੰਡ ਦੇ ਨਾਮ ਤੇ ਹੈ, ਇਸ ਕੁਨੈਕਸ਼ਨ ਸਬੰਧੀ ਕਿਸੇ ਨੂੰ ਕੋਈ ਇਤਰਾਜ਼ ਹੋਵੇ ਤਾਂ 15 ਦਿਨਾਂ ਦੇ ਅੰਦਰ-ਅੰਦਰ ਦਫਤਰ ਨਾਲ ਸੰਪਰਕ ਕਰੇ।: [765, 921, 952, 1010]
- auction-sign: ਸਕੱਤਰ ਆਬਾਦੂ HPCASS Ltd ਅਬਾਦੂ ਜ਼ਿਲ੍ਹਾ ਲੁਧਿਆਣਾ ਤਹਿਸੀਲ ਰਾਏਕੋਟ।: [1321, 159, 1507, 188]
- notice-item: I, Rampriye Choudhary S/O Yogender Choudhary R/O H no 13, Street no 13, Ajit Singh Colony, 33 Feet road, Giaspura, Swarn Steel Lohara Ludhiana changed my name to Ram Priye Choudhary.: [962, 685, 1129, 808]
- public-notice-small: [1139, 195, 1321, 314]
- notice-item: ਮੈਂ ਸਰਦਾ ਪਤਨੀ ਸੂਰਜ ਸਿੰਘ ਵਾਸੀ ਨੇ ਆਪਣਾ ਨਾਮ ਬਦਲ ਲਿਆ ਹੈ।: [5, 1238, 180, 1267]
- notice-item: ਮੈਂ ਸਤਨਾਮ ਸਿੰਘ ਪੁੱਤਰ ਗੁਰਨਾਮ ਸਿੰਘ ਵਾਸੀ ਪਿੰਡ ਝੱਮਟ ਨੇ ਆਪਣਾ ਨਾਮ ਬਦਲ ਲਿਆ ਹੈ।: [5, 1188, 180, 1232]
- nilami-heading: Nilami Notice: [1370, 407, 1463, 426]
- lost-notice-heading: Lost Notice: [1201, 479, 1259, 493]
- notice-item: ਮੈਂ ਵਿਵੇਕ ਪੁੱਤਰ ਪਵਨ ਕੁਮਾਰ ਵਾਸੀ ਮਕਾਨ ਨੰ 110 ਪੁਰੀ ਬਜ਼ਾਰ ਨੇ ਆਪਣਾ ਨਾਮ ਬਦਲ ਕੇ ਵਿਵੇਕ ਮਨਾਲ ਰੱਖ ਲਿਆ ਹੈ।: [190, 532, 365, 576]
- notice-item: I, hitherto known as Karandeep W/O Karmjit Jhally R/O VPO Kitna, PO Kitna, Distt. Hoshiarpur, Punjab-144531, India, have changed my name and shall hereafter be known as Karandeep Jhally.: [765, 465, 952, 573]
- notice-item: ਮੈਂ ਸੁਖਦੇਵ ਸਿੰਘ ਪੁੱਤਰ ਬੁੱਧ ਸਿੰਘ ਵਾਸੀ ਪੱਖੋਵਾਲ ਤਹਿਸੀਲ ਲੁਧਿਆਣਾ ਆਪਣੇ ਲੜਕੇ ਨੂੰ ਆਪਣੀ ਚੱਲ ਅਚੱਲ ਜਾਇਦਾਦ ਤੋਂ ਬੇਦਖਲ ਕਰਦਾ ਹਾਂ। ਇਸ ਨਾਲ ਲੈਣ ਦੇਣ ਕਰਨ ਵਾਲਾ ਖੁਦ ਜ਼ਿੰਮੇਵਾਰ ਹੋਵੇਗਾ।: [375, 183, 755, 227]
- nilami-text: ਹਰ ਆਮ ਤੇ ਖਾਸ ਨੂੰ ਸੂਚਿਤ ਕੀਤਾ ਜਾਂਦਾ ਹੈ ਕਿ ਗ੍ਰਾਮ ਪੰਚਾਇਤ ਪਿੰਡ ਰੈਣੇ, ਤਹਿਸੀਲ ਰਾਏਕੋਟ, ਬਲਾਕ ਸੁਧਾਰ ਦੀ ਨਿਲਾਮੀ ਮਿਤੀ 19 ਅਕਤੂਬਰ 2025 ਦਿਨ ਐਤਵਾਰ ਨੂੰ ਦੁਪਹਿਰ 1 ਵਜੇ ਗ੍ਰਾਮ ਪੰਚਾਇਤ ਘਰ ਵਿਖੇ ਹੋਵੇਗੀ।: [1326, 430, 1507, 519]
- notice-item: ਮੈਂ ਪ੍ਰਕਾਸ਼ ਕੁਮਾਰ ਪੁੱਤਰ ਕੁਲਦੀਪ ਸਿੰਘ ਨੇ ਆਪਣਾ ਨਾਮ ਬਦਲ ਲਿਆ ਹੈ।: [190, 799, 365, 828]
- en-public-notice-title: Public Notice: [1139, 675, 1507, 701]
- vehicle-transfer-title: ਵਹੀਕਲ ਟਰਾਂਸਫਰ...: [765, 1016, 952, 1042]
- notice-item: ਮੈਂ ਜੋਗਾ ਸਿੰਘ ਪੁੱਤਰ ਜੋਗਿੰਦਰ ਸਿੰਘ ਵਾਸੀ ਪਿੰਡ ਹੇਡੋਂ ਆਪਣੇ ਲੜਕੇ ਤੇ ਨੂੰਹ ਨੂੰ ਬੇਦਖਲ ਕਰਦਾ ਹਾਂ।: [375, 519, 749, 533]
- ad-name: ਪ੍ਰਿਥਵੀ ਸਿੰਘ: [1176, 418, 1284, 442]
- notice-item: I, TARLOCK CHAND JAIN S/O RAM RACHHPAL JAIN R/O HOUSE NO. 428, COLLEGE ROAD CIVIL LINES LUDHIANA HAVE CHANGED MY NAME AS TARLOK CHAND JAIN.: [962, 571, 1129, 679]
- ads-request-title: ਇਸ਼ਤਿਹਾਰਾਂ ਸਬੰਧੀ ਜ਼ਰੂਰੀ ਬੇਨਤੀ: [1327, 545, 1508, 566]
